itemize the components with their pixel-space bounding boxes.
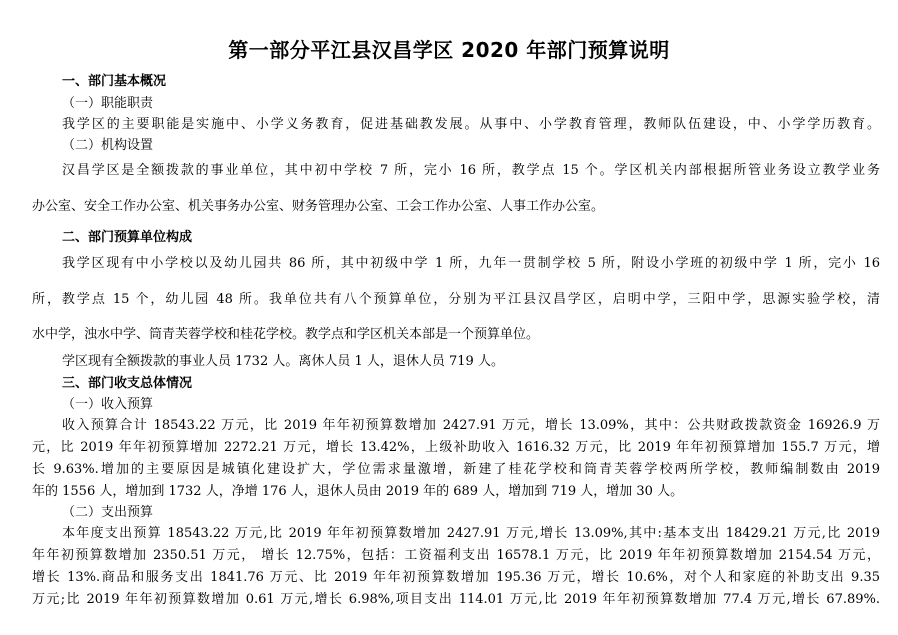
section-1-sub-2: （二）机构设置 (62, 138, 154, 153)
section-1-paragraph-2-line-2: 办公室、安全工作办公室、机关事务办公室、财务管理办公室、工会工作办公室、人事工作办公室。 (32, 199, 605, 214)
income-line-3: 长 9.63%.增加的主要原因是城镇化建设扩大，学位需求量激增，新建了桂花学校和筒青芙蓉学校两所学校，教师编制数由 2019 (32, 462, 880, 477)
section-1-paragraph-2-line-1: 汉昌学区是全额拨款的事业单位，其中初中学校 7 所，完小 16 所，教学点 15 个。学区机关内部根据所管业务设立教学业务 (62, 163, 880, 178)
expense-line-1: 本年度支出预算 18543.22 万元,比 2019 年年初预算数增加 2427.91 万元,增长 13.09%,其中:基本支出 18429.21 万元,比 2019 (62, 526, 880, 541)
section-2-paragraph-2: 学区现有全额拨款的事业人员 1732 人。离休人员 1 人，退休人员 719 人。 (62, 354, 504, 369)
section-3-heading: 三、部门收支总体情况 (62, 376, 193, 391)
income-line-1: 收入预算合计 18543.22 万元，比 2019 年年初预算数增加 2427.91 万元，增长 13.09%，其中：公共财政拨款资金 16926.9 万 (62, 418, 880, 433)
section-2-paragraph-1-line-3: 水中学，浊水中学、筒青芙蓉学校和桂花学校。教学点和学区机关本部是一个预算单位。 (32, 327, 540, 342)
section-1-heading: 一、部门基本概况 (62, 74, 167, 89)
expense-line-4: 万元;比 2019 年年初预算数增加 0.61 万元,增长 6.98%,项目支出 114.01 万元,比 2019 年年初预算数增加 77.4 万元,增长 67.89%. (32, 592, 880, 607)
income-line-4: 年的 1556 人，增加到 1732 人，净增 176 人，退休人员由 2019 年的 689 人，增加到 719 人，增加 30 人。 (32, 484, 684, 499)
section-2-heading: 二、部门预算单位构成 (62, 230, 193, 245)
section-2-paragraph-1-line-1: 我学区现有中小学校以及幼儿园共 86 所，其中初级中学 1 所，九年一贯制学校 5 所，附设小学班的初级中学 1 所，完小 16 (62, 256, 880, 271)
expense-line-2: 年年初预算数增加 2350.51 万元， 增长 12.75%，包括：工资福利支出 16578.1 万元，比 2019 年年初预算数增加 2154.54 万元， (32, 548, 880, 563)
section-3-sub-1: （一）收入预算 (62, 397, 154, 412)
section-1-paragraph-1: 我学区的主要职能是实施中、小学义务教育，促进基础教发展。从事中、小学教育管理，教师队伍建设，中、小学学历教育。 (62, 117, 880, 132)
document-title: 第一部分平江县汉昌学区 2020 年部门预算说明 (228, 38, 670, 62)
section-1-sub-1: （一）职能职责 (62, 96, 154, 111)
expense-line-3: 增长 13%.商品和服务支出 1841.76 万元、比 2019 年年初预算数增加 195.36 万元，增长 10.6%，对个人和家庭的补助支出 9.35 (32, 570, 880, 585)
income-line-2: 元，比 2019 年年初预算增加 2272.21 万元，增长 13.42%，上级补助收入 1616.32 万元，比 2019 年年初预算增加 155.7 万元，增 (32, 440, 880, 455)
section-2-paragraph-1-line-2: 所，教学点 15 个，幼儿园 48 所。我单位共有八个预算单位，分别为平江县汉昌学区，启明中学，三阳中学，思源实验学校，清 (32, 292, 880, 307)
section-3-sub-2: （二）支出预算 (62, 505, 154, 520)
